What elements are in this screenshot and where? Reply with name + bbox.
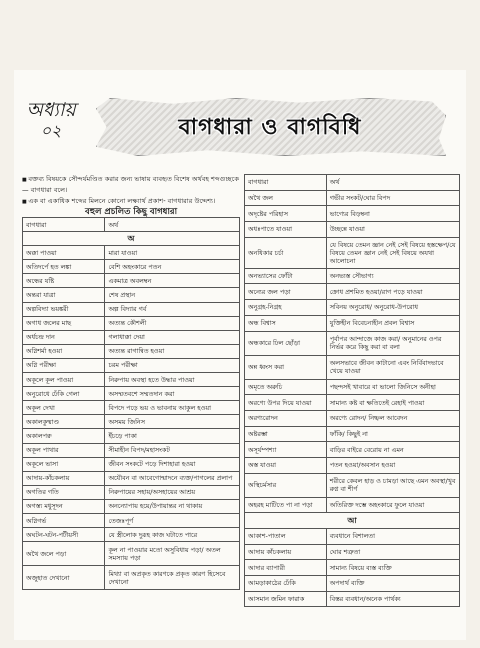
idiom-cell: অরণ্যরোদন (245, 410, 327, 426)
idiom-cell: বাগধারা (23, 218, 105, 232)
idiom-cell: অল্পবিদ্যা ভয়ঙ্করী (23, 302, 105, 316)
meaning-cell: যে বিষয়ে তেমন জ্ঞান নেই সেই বিষয়ে হস্তক্ষেপ/যে বিষয়ে তেমন জ্ঞান নেই সেই বিষয়ে অযথা আলোচনা (326, 237, 459, 268)
meaning-cell: নিরুপায়ের সহায়/অসহায়ের আশ্রয় (105, 485, 240, 499)
meaning-cell: অত্যন্ত কৌশলী (105, 316, 240, 330)
meaning-cell: যুক্তিহীন বিবেচনাহীন প্রবল বিশ্বাস (326, 315, 459, 331)
meaning-cell: নিরুপায় অবস্থা হতে উদ্ধার পাওয়া (105, 373, 240, 387)
idiom-cell: অথৈ জলে পড়া (23, 542, 105, 566)
table-row (245, 355, 460, 379)
table-row (23, 429, 240, 443)
table-row (245, 190, 460, 206)
table-row (245, 395, 460, 411)
table-row (245, 331, 460, 355)
idiom-cell: অন্ধ বিশ্বাস (245, 315, 327, 331)
meaning-cell: অনন্যোপায় হয়ে/উপায়ান্তর না থাকায় (105, 499, 240, 513)
table-row (245, 473, 460, 497)
meaning-cell: মিথ্যা বা অপ্রকৃত কারণকে প্রকৃত কারণ হিসেবে দেখানো (105, 566, 240, 590)
table-row (245, 410, 460, 426)
idiom-cell: অনুগ্রহ-নিগ্রহ (245, 300, 327, 316)
idiom-cell: অন্যের জল পড়া (245, 284, 327, 300)
meaning-cell: ব্যবধানে বিশালতা (326, 529, 459, 545)
meaning-cell: যে স্ত্রীলোক দুরূহ কাজ ঘটাতে পারে (105, 528, 240, 542)
idiom-cell: অঘটন-ঘটন-পটীয়সী (23, 528, 105, 542)
section-heading: আ (245, 513, 460, 529)
table-row (23, 330, 240, 344)
meaning-cell: শরীরে কেবল হাড় ও চামড়া আছে এমন অবস্থা/খুব রুগ্ন বা শীর্ণ (326, 473, 459, 497)
meaning-cell: অযৌবন বা আবেগোন্মাদনে ব্যক্ত/পাগলের প্রলাপ (105, 471, 240, 485)
meaning-cell: ক্রোধ প্রশমিত হওয়া/রাগ পড়ে যাওয়া (326, 284, 459, 300)
table-row (23, 485, 240, 499)
meaning-cell: ঘোর শত্রুতা (326, 544, 459, 560)
meaning-cell: অপদার্থ ব্যক্তি (326, 576, 459, 592)
meaning-cell: অর্থ (326, 175, 459, 191)
idiom-cell: অহরহ মাটিতে পা না পড়া (245, 497, 327, 513)
table-row (23, 499, 240, 513)
chapter-word: অধ্যায় (26, 99, 76, 121)
meaning-cell: অতিরিক্ত দম্ভে অহংকারে ফুলে যাওয়া (326, 497, 459, 513)
table-row (245, 284, 460, 300)
idiom-cell: অগাধ জলের মাছ (23, 316, 105, 330)
idiom-cell: অগ্নিগর্ভ (23, 513, 105, 527)
meaning-cell: বেশি অহংকারে পতন (105, 260, 240, 274)
idiom-cell: অকূলে কূল পাওয়া (23, 373, 105, 387)
idiom-cell: অকূলে ভাসা (23, 457, 105, 471)
table-row (23, 218, 240, 232)
table-row (23, 528, 240, 542)
table-row (23, 373, 240, 387)
table-row (245, 175, 460, 191)
meaning-cell: সামান্য বিষয়ে ব্যস্ত ব্যক্তি (326, 560, 459, 576)
table-row (23, 288, 240, 302)
table-row (23, 513, 240, 527)
meaning-cell: অত্যন্ত রাগান্বিত হওয়া (105, 344, 240, 358)
table-row (23, 302, 240, 316)
idiom-cell: অনধিকার চর্চা (245, 237, 327, 268)
idiom-cell: অজুহাত দেখানো (23, 566, 105, 590)
meaning-cell: ইঁচড়ে পাকা (105, 429, 240, 443)
idiom-cell: বাগধারা (245, 175, 327, 191)
table-row (245, 222, 460, 238)
idiom-cell: আদার ব্যাপারী (245, 560, 327, 576)
idiom-cell: আদায় কাঁচকলায় (245, 544, 327, 560)
table-row (23, 566, 240, 590)
meaning-cell: সবিনয় অনুরোধ/ অনুরোধ-উপরোধ (326, 300, 459, 316)
table-row (23, 316, 240, 330)
meaning-cell: পছন্দসই খাবারে বা ভালো জিনিসে অনীহা (326, 379, 459, 395)
table-row (245, 206, 460, 222)
table-row (245, 442, 460, 458)
table-row (23, 358, 240, 372)
table-row (245, 544, 460, 560)
intro-paragraph: ■ এক বা একাধিক শব্দের মিলনে কোনো লক্ষ্যার্থ প্রকাশ- বাগধারার উদ্দেশ্য। (22, 196, 240, 207)
table-row (23, 232, 240, 246)
meaning-cell: অসম্মতবশে সম্মতদান করা (105, 387, 240, 401)
table-row (245, 513, 460, 529)
idiom-cell: অন্ধের যষ্টি (23, 274, 105, 288)
table-row (245, 529, 460, 545)
meaning-cell: বিপদে পড়ে ভয় ও ভাবনায় আকুল হওয়া (105, 401, 240, 415)
meaning-cell: বাড়ির বাইরে বেরোয় না এমন (326, 442, 459, 458)
intro-paragraph: ■ বক্তব্য বিষয়কে সৌন্দর্যমণ্ডিত করার জন্য ভাষায় ব্যবহৃত বিশেষ অর্থবহ শব্দগুচ্ছকে— বাগধারা বলে। (22, 174, 240, 195)
idiom-cell: অমৃতে অরুচি (245, 379, 327, 395)
idiom-cell: অনভ্যাসের ফোঁটা (245, 268, 327, 284)
table-row (245, 591, 460, 607)
idiom-cell: আদায়-কাঁচকলায় (23, 471, 105, 485)
idiom-cell: অকালকুষ্মাণ্ড (23, 415, 105, 429)
meaning-cell: ফাঁকি/ কিছুই না (326, 426, 459, 442)
table-row (245, 457, 460, 473)
table-row (23, 471, 240, 485)
meaning-cell: গভীর সংকট/ঘোর বিপদ (326, 190, 459, 206)
table-row (245, 315, 460, 331)
meaning-cell: অনভ্যস্ত সৌভাগ্য (326, 268, 459, 284)
idiom-cell: অন্তরা যাত্রা (23, 288, 105, 302)
idiom-cell: অতিদর্পে হত লঙ্কা (23, 260, 105, 274)
meaning-cell: পতন হওয়া/অবসান হওয়া (326, 457, 459, 473)
meaning-cell: একমাত্র অবলম্বন (105, 274, 240, 288)
meaning-cell: অর্থ (105, 218, 240, 232)
table-row (245, 300, 460, 316)
intro-text (22, 174, 240, 208)
table-row (23, 401, 240, 415)
table-row (245, 497, 460, 513)
meaning-cell: বিস্তর ব্যবধান/অনেক পার্থক্য (326, 591, 459, 607)
page-title: বাগধারা ও বাগবিধি (178, 115, 362, 140)
idiom-cell: অসূর্যম্পশ্যা (245, 442, 327, 458)
idiom-cell: আকাশ-পাতাল (245, 529, 327, 545)
meaning-cell: অসময় জিনিস (105, 415, 240, 429)
meaning-cell: কূল না পাওয়ার মতো অসুবিধায় পড়া/ অতল সমস্যায় পড়া (105, 542, 240, 566)
idiom-cell: অগস্ত্য মধুসূদন (23, 499, 105, 513)
idiom-cell: অধঃপাতে যাওয়া (245, 222, 327, 238)
idiom-cell: অর্ধচন্দ্র দান (23, 330, 105, 344)
chapter-label (20, 100, 82, 140)
table-row (245, 237, 460, 268)
meaning-cell: অরণ্যে রোদন/ নিষ্ফল আবেদন (326, 410, 459, 426)
idiom-cell: অস্ত যাওয়া (245, 457, 327, 473)
table-row (23, 542, 240, 566)
idiom-cell: অকালপক্ব (23, 429, 105, 443)
idiom-cell: অথৈ জল (245, 190, 327, 206)
table-row (23, 274, 240, 288)
idiom-cell: অন্ন ধ্বংস করা (245, 355, 327, 379)
table-row (23, 260, 240, 274)
idiom-cell: অগতির গতি (23, 485, 105, 499)
table-row (23, 443, 240, 457)
meaning-cell: ভাগ্যের বিড়ম্বনা (326, 206, 459, 222)
section-heading: অ (23, 232, 240, 246)
table-row (245, 268, 460, 284)
idiom-cell: অদৃষ্টের পরিহাস (245, 206, 327, 222)
meaning-cell: শেষ প্রস্থান (105, 288, 240, 302)
idiom-cell: অনুরোধে ঢেঁকি গেলা (23, 387, 105, 401)
meaning-cell: মারা যাওয়া (105, 246, 240, 260)
idiom-cell: আমড়াকাঠের ঢেঁকি (245, 576, 327, 592)
meaning-cell: অল্প বিদ্যার গর্ব (105, 302, 240, 316)
idiom-cell: অষ্টরম্ভা (245, 426, 327, 442)
right-idiom-table (244, 174, 460, 607)
idiom-cell: অন্ধকারে ঢিল ছোঁড়া (245, 331, 327, 355)
idiom-cell: অকূল দেখা (23, 401, 105, 415)
meaning-cell: অলসভাবে জীবন কাটানো এবং নির্বিবাদভাবে খেয়ে যাওয়া (326, 355, 459, 379)
idiom-cell: অরণ্যে উপর দিয়ে যাওয়া (245, 395, 327, 411)
table-row (23, 246, 240, 260)
table-row (245, 426, 460, 442)
idiom-cell: অক্কা পাওয়া (23, 246, 105, 260)
meaning-cell: তেজঃপূর্ণ (105, 513, 240, 527)
idiom-cell: অগ্নিশর্মা হওয়া (23, 344, 105, 358)
table-row (245, 379, 460, 395)
meaning-cell: জীবন সংকটে পড়ে দিশাহারা হওয়া (105, 457, 240, 471)
meaning-cell: সীমাহীন বিপদ/মহাসংকট (105, 443, 240, 457)
left-table-title: বহুল প্রচলিত কিছু বাগধারা (84, 207, 178, 217)
chapter-number: ০২ (40, 121, 62, 140)
meaning-cell: পূর্বাপর আন্দাজে কাজ করা/ অনুমানের ওপর নির্ভর করে কিছু করা বা বলা (326, 331, 459, 355)
table-row (23, 457, 240, 471)
table-row (23, 387, 240, 401)
table-row (23, 344, 240, 358)
meaning-cell: গলাধাক্কা দেয়া (105, 330, 240, 344)
idiom-cell: আসমান জমিন ফারাক (245, 591, 327, 607)
idiom-cell: অগ্নি পরীক্ষা (23, 358, 105, 372)
meaning-cell: চরম পরীক্ষা (105, 358, 240, 372)
meaning-cell: উচ্ছন্নে যাওয়া (326, 222, 459, 238)
meaning-cell: সামান্য কষ্ট বা ক্ষতিতেই রেহাই পাওয়া (326, 395, 459, 411)
idiom-cell: অকূল পাথার (23, 443, 105, 457)
table-row (245, 560, 460, 576)
idiom-cell: অস্থিচর্মসার (245, 473, 327, 497)
table-row (245, 576, 460, 592)
left-idiom-table (22, 217, 240, 590)
table-row (23, 415, 240, 429)
